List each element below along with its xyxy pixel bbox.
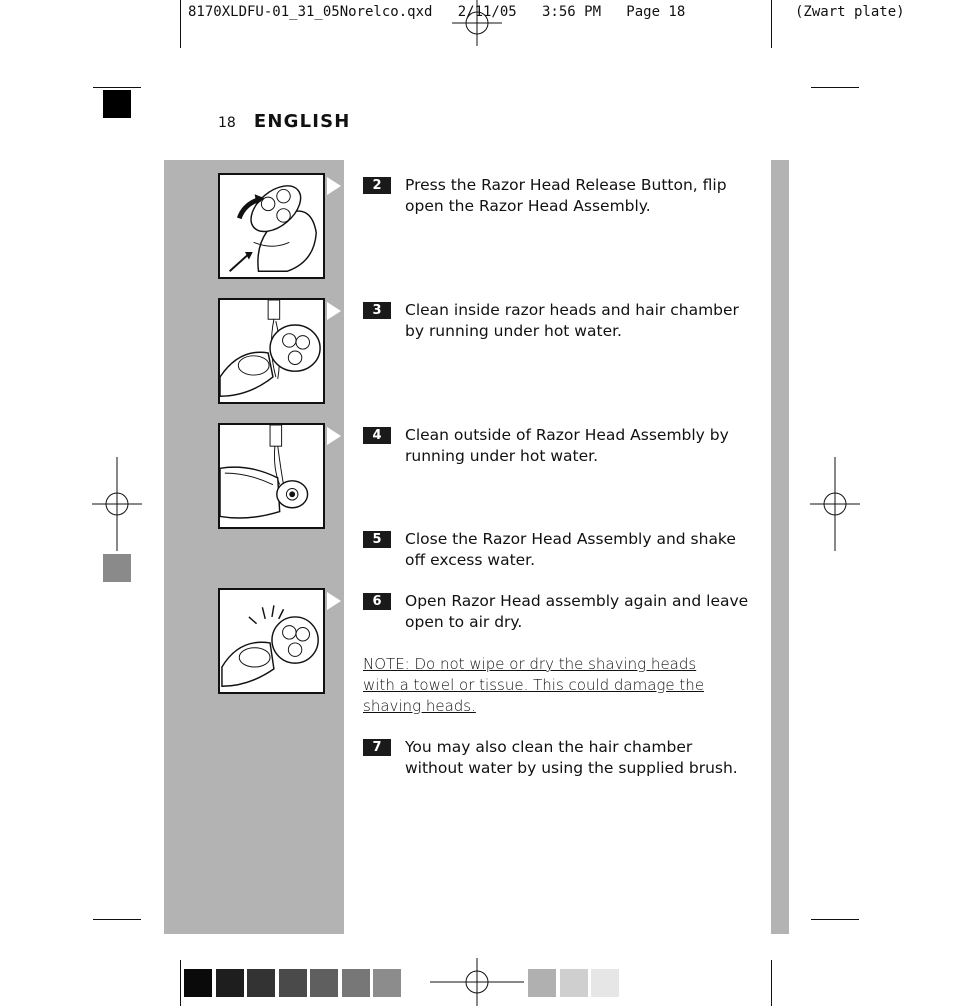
color-swatch xyxy=(310,969,338,997)
cleaning-note: NOTE: Do not wipe or dry the shaving heads with a towel or tissue. This could damage the shaving heads. xyxy=(363,655,705,715)
color-swatch xyxy=(591,969,619,997)
color-swatch xyxy=(528,969,556,997)
pointer-arrow xyxy=(327,177,341,195)
color-swatch xyxy=(247,969,275,997)
section-title: ENGLISH xyxy=(253,111,351,132)
plate-label: (Zwart plate) xyxy=(795,4,905,20)
color-swatch xyxy=(279,969,307,997)
crop-mark xyxy=(811,87,859,88)
color-swatch xyxy=(373,969,401,997)
step-number: 2 xyxy=(363,177,391,194)
step-text: Clean inside razor heads and hair chamber by running under hot water. xyxy=(405,301,739,340)
crop-mark xyxy=(93,87,141,88)
file-slug: 8170XLDFU-01_31_05Norelco.qxd 2/11/05 3:56 PM Page 18 xyxy=(188,4,686,20)
crop-mark xyxy=(771,960,772,1006)
color-swatch xyxy=(560,969,588,997)
pointer-arrow xyxy=(327,592,341,610)
flip-open-razor-head-icon xyxy=(218,173,325,279)
registration-mark-icon xyxy=(92,457,142,551)
air-dry-icon xyxy=(218,588,325,694)
step-number: 6 xyxy=(363,593,391,610)
page-header xyxy=(218,111,351,132)
rinse-inside-icon xyxy=(218,298,325,404)
step-number: 4 xyxy=(363,427,391,444)
crop-mark xyxy=(93,919,141,920)
pointer-arrow xyxy=(327,302,341,320)
step-text: Open Razor Head assembly again and leave open to air dry. xyxy=(405,592,749,631)
pointer-arrow xyxy=(327,427,341,445)
color-mark-gray xyxy=(103,554,131,582)
color-mark-black xyxy=(103,90,131,118)
color-swatch xyxy=(216,969,244,997)
step-number: 7 xyxy=(363,739,391,756)
side-tab-bar xyxy=(771,160,789,934)
color-swatch xyxy=(342,969,370,997)
page-number: 18 xyxy=(218,115,236,131)
crop-mark xyxy=(180,0,181,48)
registration-mark-icon xyxy=(810,457,860,551)
step-text: Close the Razor Head Assembly and shake off excess water. xyxy=(405,530,736,569)
registration-mark-icon xyxy=(430,958,524,1006)
dark-swatch-strip xyxy=(184,969,405,997)
step-number: 3 xyxy=(363,302,391,319)
crop-mark xyxy=(180,960,181,1006)
light-swatch-strip xyxy=(528,969,623,997)
step-text: Press the Razor Head Release Button, flip open the Razor Head Assembly. xyxy=(405,176,727,215)
step-number: 5 xyxy=(363,531,391,548)
step-text: You may also clean the hair chamber without water by using the supplied brush. xyxy=(405,738,738,777)
step-text: Clean outside of Razor Head Assembly by running under hot water. xyxy=(405,426,729,465)
rinse-outside-icon xyxy=(218,423,325,529)
crop-mark xyxy=(771,0,772,48)
crop-mark xyxy=(811,919,859,920)
registration-mark-icon xyxy=(452,0,502,46)
color-swatch xyxy=(184,969,212,997)
